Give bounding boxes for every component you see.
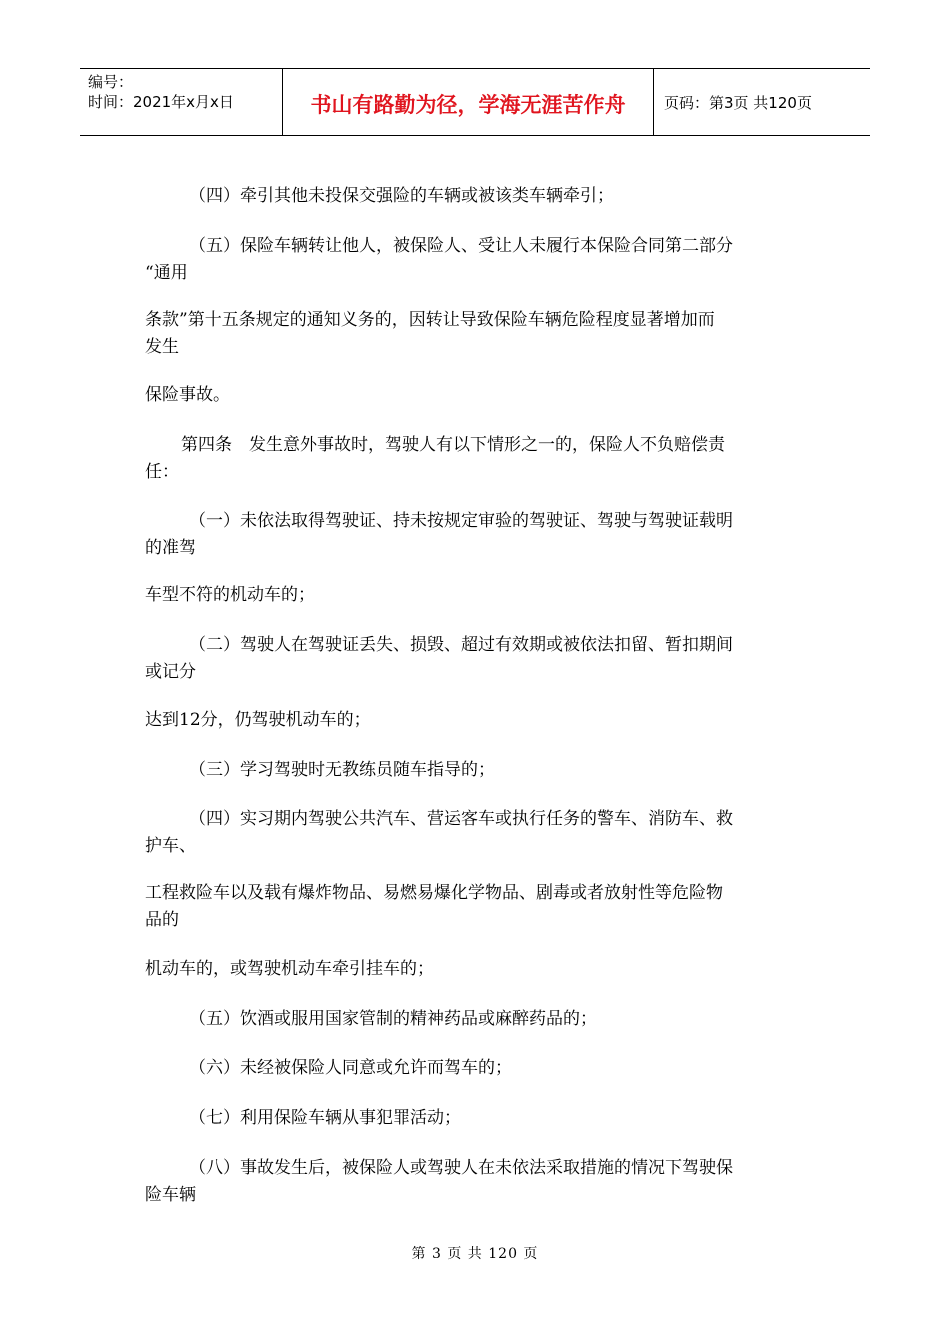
paragraph-line: 或记分 xyxy=(145,662,196,682)
header-page-cell xyxy=(654,69,870,135)
document-date-label: 时间：2021年x月x日 xyxy=(88,93,234,111)
paragraph-line: “通用 xyxy=(145,263,188,283)
paragraph xyxy=(145,956,805,983)
paragraph-continuation xyxy=(145,459,805,486)
paragraph xyxy=(145,1105,849,1132)
paragraph-line: （四）牵引其他未投保交强险的车辆或被该类车辆牵引； xyxy=(189,186,614,206)
paragraph xyxy=(145,757,849,784)
paragraph-line: 工程救险车以及载有爆炸物品、易燃易爆化学物品、剧毒或者放射性等危险物 xyxy=(145,883,723,903)
page-header xyxy=(80,68,870,136)
paragraph-line: 护车、 xyxy=(145,836,196,856)
paragraph-line: 任： xyxy=(145,462,179,482)
paragraph-line: 保险事故。 xyxy=(145,385,230,405)
paragraph-line: （四）实习期内驾驶公共汽车、营运客车或执行任务的警车、消防车、救 xyxy=(189,809,733,829)
header-motto: 书山有路勤为径，学海无涯苦作舟 xyxy=(310,92,626,117)
paragraph-continuation xyxy=(145,260,805,287)
paragraph-continuation xyxy=(145,535,805,562)
paragraph-line: （五）饮酒或服用国家管制的精神药品或麻醉药品的； xyxy=(189,1009,597,1029)
paragraph xyxy=(145,508,849,535)
paragraph xyxy=(145,806,849,833)
paragraph xyxy=(145,1155,849,1182)
header-page-number: 页码：第3页 共120页 xyxy=(664,93,812,112)
paragraph xyxy=(145,307,805,361)
paragraph xyxy=(145,233,849,260)
paragraph-line: （二）驾驶人在驾驶证丢失、损毁、超过有效期或被依法扣留、暂扣期间 xyxy=(189,635,733,655)
header-motto-cell xyxy=(282,69,654,135)
paragraph-continuation xyxy=(145,1182,805,1209)
paragraph-line: 条款”第十五条规定的通知义务的，因转让导致保险车辆危险程度显著增加而 xyxy=(145,310,715,330)
paragraph-line: （五）保险车辆转让他人，被保险人、受让人未履行本保险合同第二部分 xyxy=(189,236,733,256)
paragraph xyxy=(145,1055,849,1082)
paragraph-line: 的准驾 xyxy=(145,538,196,558)
paragraph-line: （八）事故发生后，被保险人或驾驶人在未依法采取措施的情况下驾驶保 xyxy=(189,1158,733,1178)
paragraph-line: 机动车的，或驾驶机动车牵引挂车的； xyxy=(145,959,434,979)
paragraph-line: （三）学习驾驶时无教练员随车指导的； xyxy=(189,760,495,780)
paragraph xyxy=(145,382,805,409)
article-heading-paragraph xyxy=(145,432,841,459)
paragraph xyxy=(145,707,805,734)
footer-page-number: 第 3 页 共 120 页 xyxy=(411,1246,539,1262)
page-footer xyxy=(0,1243,950,1263)
paragraph xyxy=(145,632,849,659)
paragraph xyxy=(145,183,849,210)
paragraph-line: 险车辆 xyxy=(145,1185,196,1205)
paragraph-line: 车型不符的机动车的； xyxy=(145,585,315,605)
paragraph xyxy=(145,1006,849,1033)
paragraph xyxy=(145,880,805,934)
paragraph xyxy=(145,582,805,609)
paragraph-line: 品的 xyxy=(145,910,179,930)
header-meta xyxy=(80,69,282,135)
paragraph-line: （七）利用保险车辆从事犯罪活动； xyxy=(189,1108,461,1128)
paragraph-line: （一）未依法取得驾驶证、持未按规定审验的驾驶证、驾驶与驾驶证载明 xyxy=(189,511,733,531)
paragraph-line: 达到12分，仍驾驶机动车的； xyxy=(145,710,371,730)
paragraph-line: 发生 xyxy=(145,337,179,357)
paragraph-line: 第四条 发生意外事故时，驾驶人有以下情形之一的，保险人不负赔偿责 xyxy=(181,435,725,455)
paragraph-line: （六）未经被保险人同意或允许而驾车的； xyxy=(189,1058,512,1078)
document-number-label: 编号： xyxy=(88,73,134,91)
paragraph-continuation xyxy=(145,659,805,686)
paragraph-continuation xyxy=(145,833,805,860)
